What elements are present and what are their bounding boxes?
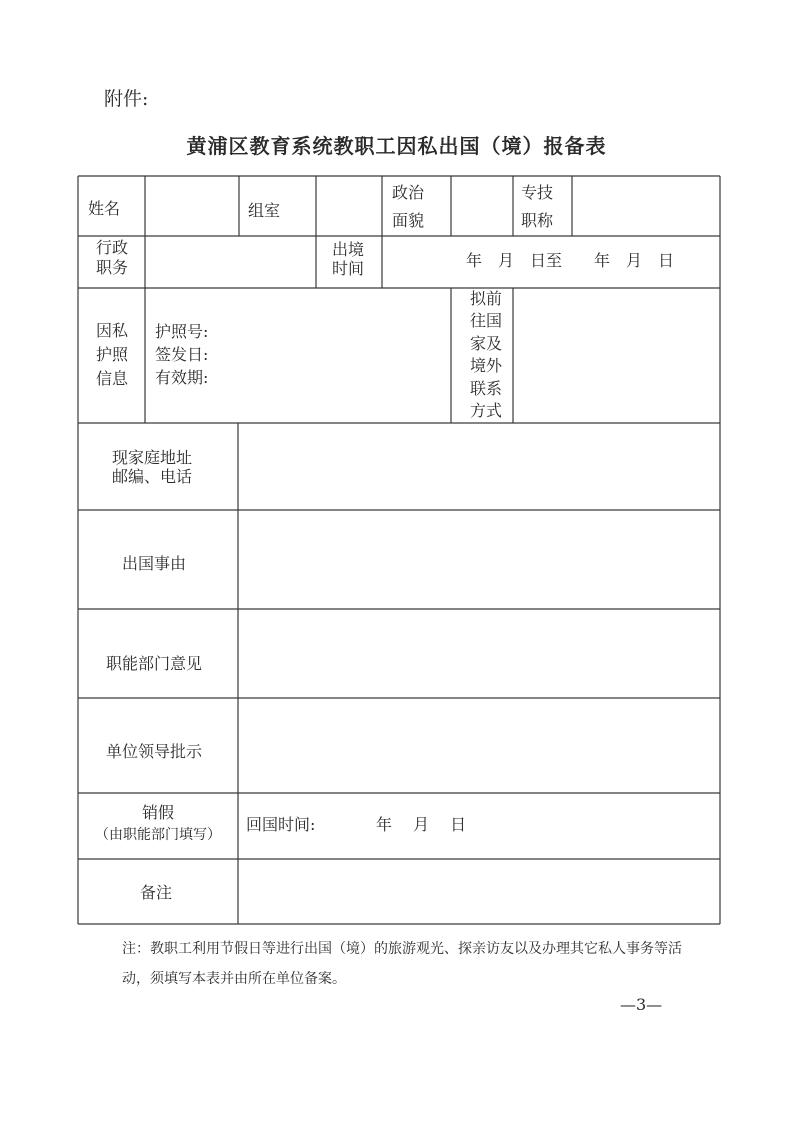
- form-title: 黄浦区教育系统教职工因私出国（境）报备表: [186, 134, 607, 158]
- group-field[interactable]: [318, 178, 380, 234]
- address-label-line2: 邮编、电话: [112, 467, 193, 486]
- leader-approval-label: 单位领导批示: [106, 742, 203, 761]
- remarks-field[interactable]: [240, 861, 718, 922]
- passport-label-line2: 护照: [96, 345, 129, 364]
- political-label-line1: 政治: [392, 183, 425, 202]
- admin-post-label-line1: 行政: [96, 238, 129, 257]
- issue-date-label: 签发日:: [155, 345, 209, 364]
- footnote: 注：教职工利用节假日等进行出国（境）的旅游观光、探亲访友以及办理其它私人事务等活动，须填写本表并由所在单位备案。: [122, 941, 682, 987]
- address-phone-field[interactable]: [240, 425, 718, 508]
- name-field[interactable]: [147, 178, 237, 234]
- tech-title-label-line1: 专技: [521, 183, 554, 202]
- reason-label: 出国事由: [122, 554, 187, 573]
- return-time-label: 回国时间:: [246, 815, 316, 834]
- exit-time-label-line1: 出境: [332, 240, 365, 259]
- return-time-value[interactable]: 年 月 日: [376, 815, 467, 834]
- page-number: —3—: [620, 995, 663, 1014]
- admin-post-field[interactable]: [147, 238, 314, 286]
- admin-post-label-line2: 职务: [96, 258, 129, 277]
- destination-contact-label: 拟前往国家及境外联系方式: [469, 289, 502, 421]
- passport-label-line1: 因私: [96, 321, 129, 340]
- group-label: 组室: [248, 201, 281, 220]
- dept-opinion-field[interactable]: [240, 611, 718, 696]
- cancel-leave-sublabel: （由职能部门填写）: [95, 827, 221, 843]
- tech-title-label-line2: 职称: [521, 211, 554, 230]
- passport-number-label: 护照号:: [155, 322, 209, 341]
- attachment-label: 附件:: [104, 88, 149, 110]
- remarks-label: 备注: [140, 883, 173, 902]
- leader-approval-field[interactable]: [240, 700, 718, 791]
- political-field[interactable]: [453, 178, 511, 234]
- valid-period-label: 有效期:: [155, 368, 209, 387]
- dept-opinion-label: 职能部门意见: [106, 654, 203, 673]
- exit-time-value[interactable]: 年 月 日至 年 月 日: [466, 251, 675, 270]
- reason-field[interactable]: [240, 512, 718, 607]
- political-label-line2: 面貌: [392, 211, 425, 230]
- name-label: 姓名: [88, 199, 121, 218]
- passport-label-line3: 信息: [96, 369, 129, 388]
- cancel-leave-label: 销假: [142, 803, 175, 822]
- destination-contact-field[interactable]: [515, 290, 718, 421]
- tech-title-field[interactable]: [574, 178, 718, 234]
- address-label-line1: 现家庭地址: [112, 448, 193, 467]
- exit-time-label-line2: 时间: [332, 259, 365, 278]
